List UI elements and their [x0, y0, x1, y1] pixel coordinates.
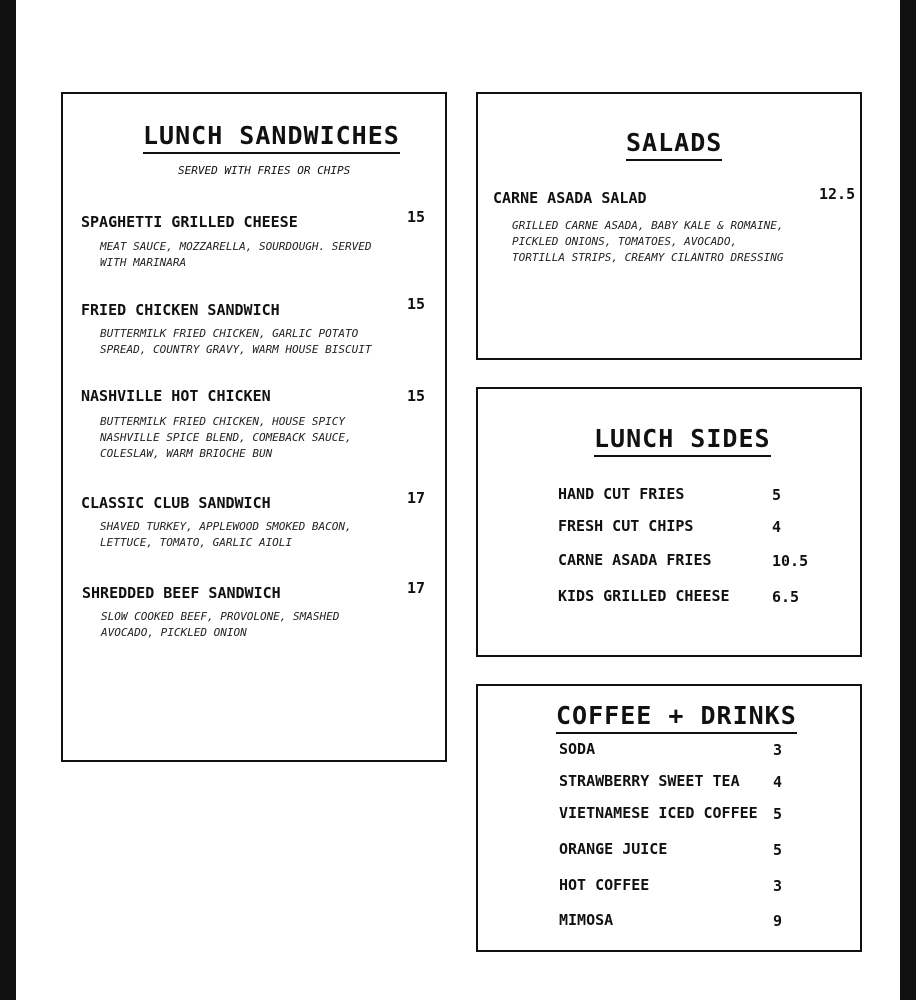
section-title: LUNCH SIDES [594, 425, 771, 457]
menu-item-price: 3 [773, 877, 783, 895]
menu-item-description: GRILLED CARNE ASADA, BABY KALE & ROMAINE, PICKLED ONIONS, TOMATOES, AVOCADO, TORTILLA STRIPS, CREAMY CILANTRO DRESSING [512, 219, 784, 264]
menu-item-description: SLOW COOKED BEEF, PROVOLONE, SMASHED AVOCADO, PICKLED ONION [101, 610, 340, 639]
menu-item-name: CLASSIC CLUB SANDWICH [81, 494, 271, 512]
menu-item-name: MIMOSA [559, 911, 614, 929]
menu-item-price: 17 [407, 489, 426, 507]
menu-item-price: 15 [407, 295, 426, 313]
menu-item-price: 4 [772, 518, 782, 536]
menu-item-price: 17 [407, 579, 426, 597]
menu-item-price: 15 [407, 208, 426, 226]
coffee-drinks-section [476, 684, 862, 952]
menu-item-name: SPAGHETTI GRILLED CHEESE [81, 213, 298, 231]
menu-item-price: 10.5 [772, 552, 809, 570]
menu-item-name: CARNE ASADA SALAD [493, 189, 647, 207]
menu-item-price: 5 [773, 841, 783, 859]
menu-item-name: STRAWBERRY SWEET TEA [559, 772, 740, 790]
menu-item-price: 5 [773, 805, 783, 823]
section-subtitle: SERVED WITH FRIES OR CHIPS [178, 164, 351, 177]
menu-item-name: VIETNAMESE ICED COFFEE [559, 804, 758, 822]
menu-item-name: HOT COFFEE [559, 876, 650, 894]
section-title: COFFEE + DRINKS [556, 702, 797, 734]
lunch-sandwiches-section [61, 92, 447, 762]
menu-item-name: NASHVILLE HOT CHICKEN [81, 387, 271, 405]
menu-item-price: 4 [773, 773, 783, 791]
menu-item-name: KIDS GRILLED CHEESE [558, 587, 730, 605]
salads-section [476, 92, 862, 360]
menu-page [16, 0, 900, 1000]
menu-item-name: FRESH CUT CHIPS [558, 517, 694, 535]
menu-item-name: CARNE ASADA FRIES [558, 551, 712, 569]
menu-item-price: 15 [407, 387, 426, 405]
menu-item-name: SODA [559, 740, 596, 758]
menu-item-description: MEAT SAUCE, MOZZARELLA, SOURDOUGH. SERVED WITH MARINARA [100, 240, 372, 269]
menu-item-price: 9 [773, 912, 783, 930]
menu-item-description: BUTTERMILK FRIED CHICKEN, GARLIC POTATO SPREAD, COUNTRY GRAVY, WARM HOUSE BISCUIT [100, 327, 372, 356]
menu-item-price: 6.5 [772, 588, 800, 606]
menu-item-name: ORANGE JUICE [559, 840, 668, 858]
menu-item-description: BUTTERMILK FRIED CHICKEN, HOUSE SPICY NASHVILLE SPICE BLEND, COMEBACK SAUCE, COLESLAW, WARM BRIOCHE BUN [100, 415, 352, 460]
section-title: LUNCH SANDWICHES [143, 122, 400, 154]
menu-item-name: FRIED CHICKEN SANDWICH [81, 301, 280, 319]
lunch-sides-section [476, 387, 862, 657]
section-title: SALADS [626, 129, 722, 161]
menu-item-name: SHREDDED BEEF SANDWICH [82, 584, 281, 602]
menu-item-price: 3 [773, 741, 783, 759]
menu-item-price: 5 [772, 486, 782, 504]
menu-item-description: SHAVED TURKEY, APPLEWOOD SMOKED BACON, LETTUCE, TOMATO, GARLIC AIOLI [100, 520, 352, 549]
menu-item-name: HAND CUT FRIES [558, 485, 685, 503]
menu-item-price: 12.5 [819, 185, 856, 203]
